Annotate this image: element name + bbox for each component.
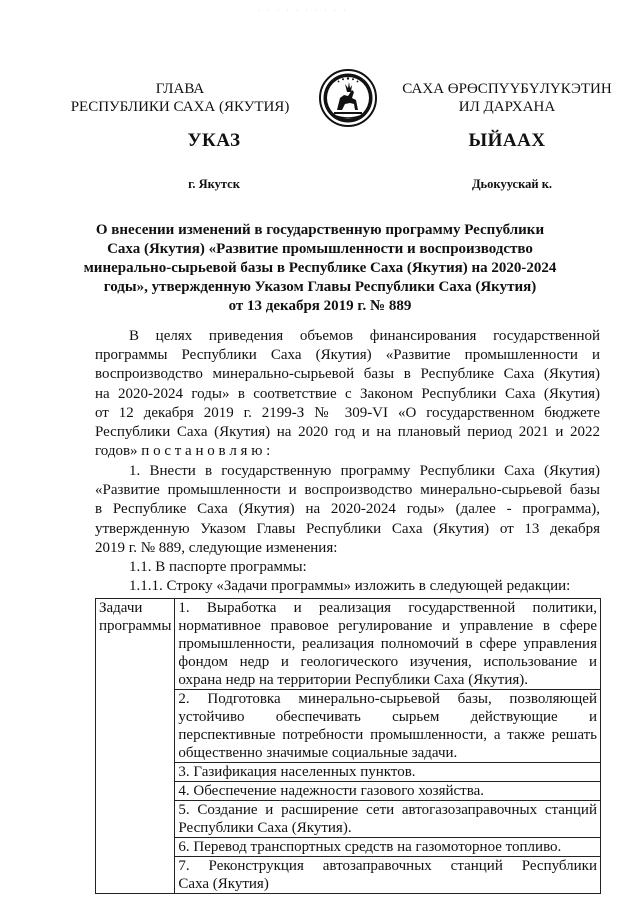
doc-type-left: УКАЗ [187, 130, 241, 151]
header-left-line1: ГЛАВА [155, 81, 205, 97]
tasks-label-line: программы [99, 618, 172, 634]
task-line: устойчиво обеспечивать сырьем действующие и [178, 709, 597, 725]
city-left: г. Якутск [188, 177, 240, 191]
task-item-1 [178, 599, 597, 689]
task-line: Саха (Якутия) [178, 876, 269, 892]
tasks-label-cell [96, 599, 175, 894]
task-item-6 [175, 837, 600, 856]
header-right [392, 80, 622, 116]
preamble-line: Республики Саха (Якутия) на 2020 год и на плановый период 2021 и 2022 [95, 424, 600, 441]
task-item-5 [175, 800, 600, 837]
heading-line: О внесении изменений в государственную программу Республики [95, 222, 545, 238]
task-item-2 [175, 689, 600, 762]
heading-line: от 13 декабря 2019 г. № 889 [228, 298, 412, 314]
preamble-line: программы Республики Саха (Якутия) «Развитие промышленности и [95, 347, 600, 364]
task-line: охрана недр на территории Республики Саха (Якутия). [178, 672, 529, 688]
item-1-1-1-line: 1.1.1. Строку «Задачи программы» изложить в следующей редакции: [129, 578, 571, 595]
item-1-paragraph [95, 462, 600, 596]
preamble-line: на 2020-2024 годы» в соответствие с Законом Республики Саха (Якутия) [95, 385, 600, 402]
task-line: 5. Создание и расширение сети автогазозаправочных станций [178, 802, 597, 818]
task-item-4 [175, 781, 600, 800]
tasks-label-line: Задачи [99, 600, 143, 616]
preamble-line: воспроизводство минерально-сырьевой базы в Республике Саха (Якутия) [95, 366, 600, 383]
task-line: общественно значимые социальные задачи. [178, 745, 458, 761]
task-line: 7. Реконструкция автозаправочных станций Республики [178, 858, 597, 874]
tasks-table [95, 598, 601, 894]
preamble-line: В целях приведения объемов финансирования государственной [129, 328, 600, 344]
item-1-line: «Развитие промышленности и воспроизводство минерально-сырьевой базы [95, 482, 600, 499]
item-1-line: 2019 г. № 889, следующие изменения: [95, 539, 338, 556]
heading-line: минерально-сырьевой базы в Республике Саха (Якутия) на 2020-2024 [83, 260, 557, 276]
task-line: нормативное правовое регулирование и управление в сфере [178, 618, 597, 634]
coat-of-arms-emblem [318, 68, 378, 128]
task-line: 6. Перевод транспортных средств на газомоторное топливо. [178, 839, 562, 855]
item-1-line: 1. Внести в государственную программу Республики Саха (Якутия) [129, 463, 600, 479]
header-left-line2: РЕСПУБЛИКИ САХА (ЯКУТИЯ) [70, 99, 290, 115]
task-line: 1. Выработка и реализация государственной политики, [178, 600, 597, 616]
task-line: промышленности, реализация полномочий в сфере управления [178, 636, 597, 652]
item-1-line: в Республике Саха (Якутия) на 2020-2024 годы» (далее - программа), [95, 501, 600, 518]
header-left [60, 80, 300, 116]
heading-line: Саха (Якутия) «Развитие промышленности и воспроизводство [107, 241, 533, 257]
preamble-paragraph [95, 327, 600, 461]
tasks-content-cell [175, 599, 601, 894]
item-1-line: утвержденную Указом Главы Республики Саха (Якутия) от 13 декабря [95, 520, 600, 537]
doc-type-right: ЫЙААХ [468, 130, 546, 151]
task-line: Республики Саха (Якутия). [178, 820, 352, 836]
task-line: 2. Подготовка минерально-сырьевой базы, позволяющей [178, 691, 597, 707]
task-line: 4. Обеспечение надежности газового хозяйства. [178, 783, 485, 799]
table-row [96, 599, 601, 894]
task-line: 3. Газификация населенных пунктов. [178, 764, 416, 780]
header-right-line1: САХА ӨРӨСПҮҮБҮЛҮКЭТИН [402, 81, 612, 97]
decree-heading [70, 221, 570, 316]
heading-line: годы», утвержденную Указом Главы Республики Саха (Якутия) [103, 279, 537, 295]
header-right-line2: ИЛ ДАРХАНА [458, 99, 556, 115]
task-line: перспективные потребности промышленности, а также решать [178, 727, 597, 743]
task-item-3 [175, 762, 600, 781]
item-1-1-line: 1.1. В паспорте программы: [129, 559, 307, 576]
task-line: фондом недр и геологического изучения, использование и [178, 654, 597, 670]
preamble-line: годов» п о с т а н о в л я ю : [95, 443, 271, 460]
task-item-7 [175, 856, 600, 893]
city-right: Дьокуускай к. [471, 177, 553, 191]
preamble-line: от 12 декабря 2019 г. 2199-З № 309-VI «О государственном бюджете [95, 404, 600, 421]
scan-dots: · · · · · · · · · · [258, 8, 349, 14]
